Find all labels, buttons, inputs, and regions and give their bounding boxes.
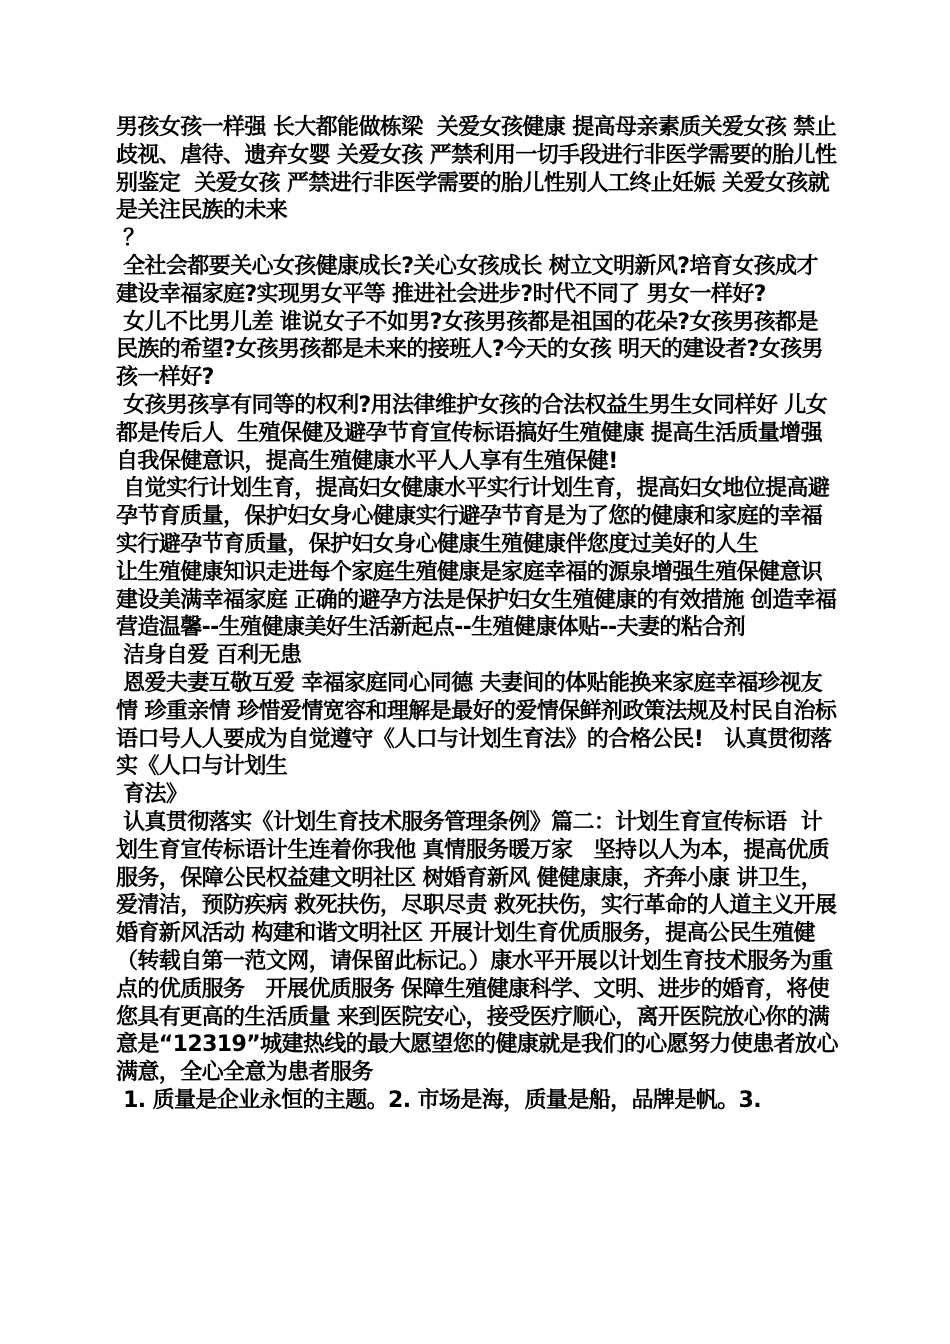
paragraph-2: ？ [116, 226, 145, 252]
paragraph-10: 育法》 [116, 782, 188, 808]
paragraph-7: 让生殖健康知识走进每个家庭生殖健康是家庭幸福的源泉增强生殖保健意识 建设美满幸福家庭 正确的避孕方法是保护妇女生殖健康的有效措施 创造幸福 营造温馨--生殖健康美好生活新起点--生殖健康体贴--夫妻的粘合剂 [116, 559, 844, 641]
document-body [116, 114, 844, 1115]
paragraph-3: 全社会都要关心女孩健康成长?关心女孩成长 树立文明新风?培育女孩成才 建设幸福家庭?实现男女平等 推进社会进步?时代不同了 男女一样好? [116, 253, 825, 307]
paragraph-1: 男孩女孩一样强 长大都能做栋梁 关爱女孩健康 提高母亲素质关爱女孩 禁止歧视、虐待、遗弃女婴 关爱女孩 严禁利用一切手段进行非医学需要的胎儿性别鉴定 关爱女孩 严禁进行非医学需要的胎儿性别人工终止妊娠 关爱女孩就是关注民族的未来 [116, 115, 837, 224]
paragraph-11: 认真贯彻落实《计划生育技术服务管理条例》篇二：计划生育宣传标语 计划生育宣传标语计生连着你我他 真情服务暖万家 坚持以人为本，提高优质服务，保障公民权益建文明社区 树婚育新风 健健康康，齐奔小康 讲卫生，爱清洁，预防疾病 救死扶伤，尽职尽责 救死扶伤，实行革命的人道主义开展婚育新风活动 构建和谐文明社区 开展计划生育优质服务，提高公民生殖健（转载自第一范文网，请保留此标记。）康水平开展以计划生育技术服务为重点的优质服务 开展优质服务 保障生殖健康科学、文明、进步的婚育，将使您具有更高的生活质量 来到医院安心，接受医疗顺心，离开医院放心你的满意是“12319”城建热线的最大愿望您的健康就是我们的心愿努力使患者放心满意，全心全意为患者服务 [116, 809, 838, 1086]
paragraph-8: 洁身自爱 百利无患 [116, 643, 302, 669]
paragraph-9: 恩爱夫妻互敬互爱 幸福家庭同心同德 夫妻间的体贴能换来家庭幸福珍视友情 珍重亲情 珍惜爱情宽容和理解是最好的爱情保鲜剂政策法规及村民自治标语口号人人要成为自觉遵守《人口与计划生育法》的合格公民! 认真贯彻落实《人口与计划生 [116, 670, 837, 780]
paragraph-6: 自觉实行计划生育，提高妇女健康水平实行计划生育，提高妇女地位提高避孕节育质量，保护妇女身心健康实行避孕节育是为了您的健康和家庭的幸福 实行避孕节育质量，保护妇女身心健康生殖健康伴您度过美好的人生 [116, 476, 837, 557]
paragraph-4: 女儿不比男儿差 谁说女子不如男?女孩男孩都是祖国的花朵?女孩男孩都是民族的希望?女孩男孩都是未来的接班人?今天的女孩 明天的建设者?女孩男孩一样好? [116, 309, 823, 391]
paragraph-5: 女孩男孩享有同等的权利?用法律维护女孩的合法权益生男生女同样好 儿女都是传后人 生殖保健及避孕节育宣传标语搞好生殖健康 提高生活质量增强自我保健意识，提高生殖健康水平人人享有生殖保健! [116, 392, 828, 474]
paragraph-12: 1. 质量是企业永恒的主题。2. 市场是海，质量是船，品牌是帆。3. [116, 1087, 761, 1113]
